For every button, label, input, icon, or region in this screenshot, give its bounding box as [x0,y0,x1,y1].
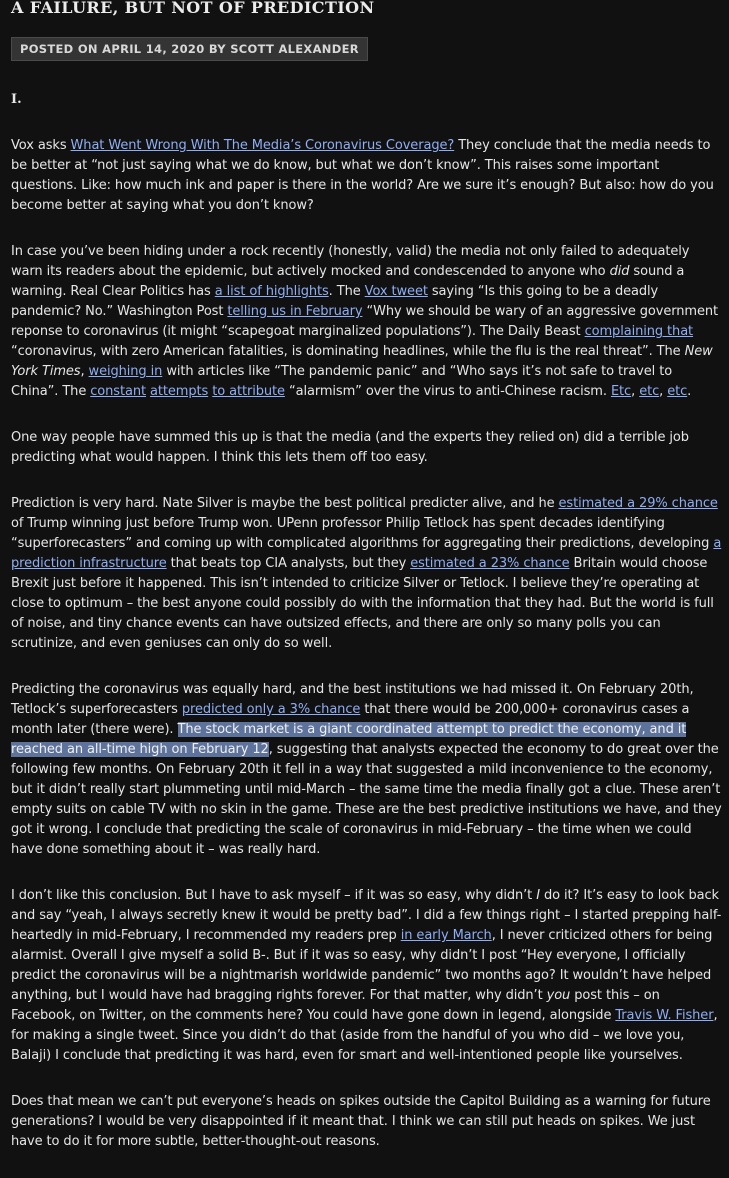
text: , suggesting that analysts expected the economy to do great over the following few months. On February 20th it fell in a way that suggested a mild inconvenience to the economy, but it didn’t really start plummeting until mid-March – the same time the media finally got a clue. These aren’t empty suits on cable TV with no skin in the game. These are the best predictive institutions we have, and they got it wrong. I conclude that predicting the scale of coronavirus in mid-February – the time when we could have done something about it – was really hard. [11,742,722,857]
text: , [631,384,640,399]
text: “Why we should be wary of an aggressive government reponse to coronavirus (it might “scapegoat marginalized populations”). The Daily Beast [11,304,719,339]
emphasis: did [609,264,630,279]
paragraph-3 [11,428,723,468]
link-travis-w-fisher[interactable]: Travis W. Fisher [615,1008,714,1023]
text: sound a warning. Real Clear Politics has [11,264,685,299]
link-in-early-march[interactable]: in early March [400,928,492,943]
link-vox-article[interactable]: What Went Wrong With The Media’s Coronavirus Coverage? [70,138,455,153]
paragraph-4 [11,494,723,654]
text: . The [328,284,365,299]
link-etc-3[interactable]: etc [667,384,688,399]
text: , [80,364,89,379]
text: They conclude that the media needs to be better at “not just saying what we do know, but what we don’t know”. This raises some important questions. Like: how much ink and paper is there in the world? Are we sure it’s enough? But also: how do you become better at saying what you don’t know? [11,138,714,213]
text: with articles like “The pandemic panic” and “Who says it’s not safe to travel to China”. The [11,364,673,399]
emphasis: New York Times [11,344,713,379]
emphasis: I [536,888,540,903]
post-meta: POSTED ON APRIL 14, 2020 BY SCOTT ALEXANDER [11,37,368,61]
text: Predicting the coronavirus was equally hard, and the best institutions we had missed it. On February 20th, Tetlock’s superforecasters [11,682,694,717]
text: , I never criticized others for being alarmist. Overall I give myself a solid B-. But if it was so easy, why didn’t I post “Hey everyone, I officially predict the coronavirus will be a nightmarish worldwide pandemic” two months ago? It wouldn’t have helped anything, but I would have had bragging rights forever. For that matter, why didn’t [11,928,713,1003]
emphasis: you [546,988,571,1003]
link-telling-us-in-february[interactable]: telling us in February [227,304,363,319]
text: “alarmism” over the virus to anti-Chinese racism. [284,384,611,399]
link-vox-tweet[interactable]: Vox tweet [364,284,428,299]
link-estimated-29-chance[interactable]: estimated a 29% chance [558,496,718,511]
text: that beats top CIA analysts, but they [166,556,411,571]
paragraph-7 [11,1092,723,1152]
selected-text-highlight[interactable]: The stock market is a giant coordinated attempt to predict the economy, and it reached an all-time high on February 12 [11,722,687,757]
text: post this – on Facebook, on Twitter, on the comments here? You could have gone down in legend, alongside [11,988,660,1023]
text: Does that mean we can’t put everyone’s heads on spikes outside the Capitol Building as a warning for future generations? I would be very disappointed if it meant that. I think we can still put heads on spikes. We just have to do it for more subtle, better-thought-out reasons. [11,1094,711,1149]
section-heading: I. [11,92,22,107]
text: In case you’ve been hiding under a rock recently (honestly, valid) the media not only failed to adequately warn its readers about the epidemic, but actively mocked and condescended to anyone who [11,244,690,279]
text: One way people have summed this up is that the media (and the experts they relied on) did a terrible job predicting what would happen. I think this lets them off too easy. [11,430,689,465]
text: Britain would choose Brexit just before it happened. This isn’t intended to criticize Silver or Tetlock. I believe they’re operating at close to optimum – the best anyone could possibly do with the information that they had. But the world is full of noise, and tiny chance events can have outsized effects, and there are only so many polls you can scrutinize, and even geniuses can only do so well. [11,556,714,651]
paragraph-1 [11,136,723,216]
text: of Trump winning just before Trump won. UPenn professor Philip Tetlock has spent decades identifying “superforecasters” and coming up with complicated algorithms for aggregating their predictions, developing [11,516,714,551]
text: . [687,384,692,399]
link-estimated-23-chance[interactable]: estimated a 23% chance [410,556,570,571]
text: “coronavirus, with zero American fatalities, is dominating headlines, while the flu is the real threat”. The [11,344,685,359]
text: , for making a single tweet. Since you didn’t do that (aside from the handful of you who did – we love you, Balaji) I conclude that predicting it was hard, even for smart and well-intentioned people like yourselves. [11,1008,718,1063]
link-complaining-that[interactable]: complaining that [584,324,694,339]
link-weighing-in[interactable]: weighing in [88,364,163,379]
text: , [659,384,668,399]
post-title: A FAILURE, BUT NOT OF PREDICTION [11,0,375,17]
text: that there would be 200,000+ coronavirus cases a month later (there were). [11,702,690,737]
link-prediction-infrastructure[interactable]: a prediction infrastructure [11,536,722,571]
text: I don’t like this conclusion. But I have to ask myself – if it was so easy, why didn’t [11,888,537,903]
link-list-of-highlights[interactable]: a list of highlights [214,284,329,299]
paragraph-5 [11,680,723,860]
text: saying “Is this going to be a deadly pandemic? No.” Washington Post [11,284,659,319]
article-body [11,136,723,1178]
text: do it? It’s easy to look back and say “yeah, I always secretly knew it would be pretty bad”. I did a few things right – I started prepping half-heartedly in mid-February, I recommended my readers prep [11,888,722,943]
link-to-attribute[interactable]: to attribute [212,384,285,399]
paragraph-6 [11,886,723,1066]
link-constant[interactable]: constant [90,384,146,399]
text: Vox asks [11,138,71,153]
text: Prediction is very hard. Nate Silver is maybe the best political predicter alive, and he [11,496,559,511]
paragraph-2 [11,242,723,402]
link-attempts[interactable]: attempts [150,384,209,399]
link-etc-1[interactable]: Etc [610,384,632,399]
link-predicted-3-chance[interactable]: predicted only a 3% chance [181,702,361,717]
link-etc-2[interactable]: etc [639,384,660,399]
